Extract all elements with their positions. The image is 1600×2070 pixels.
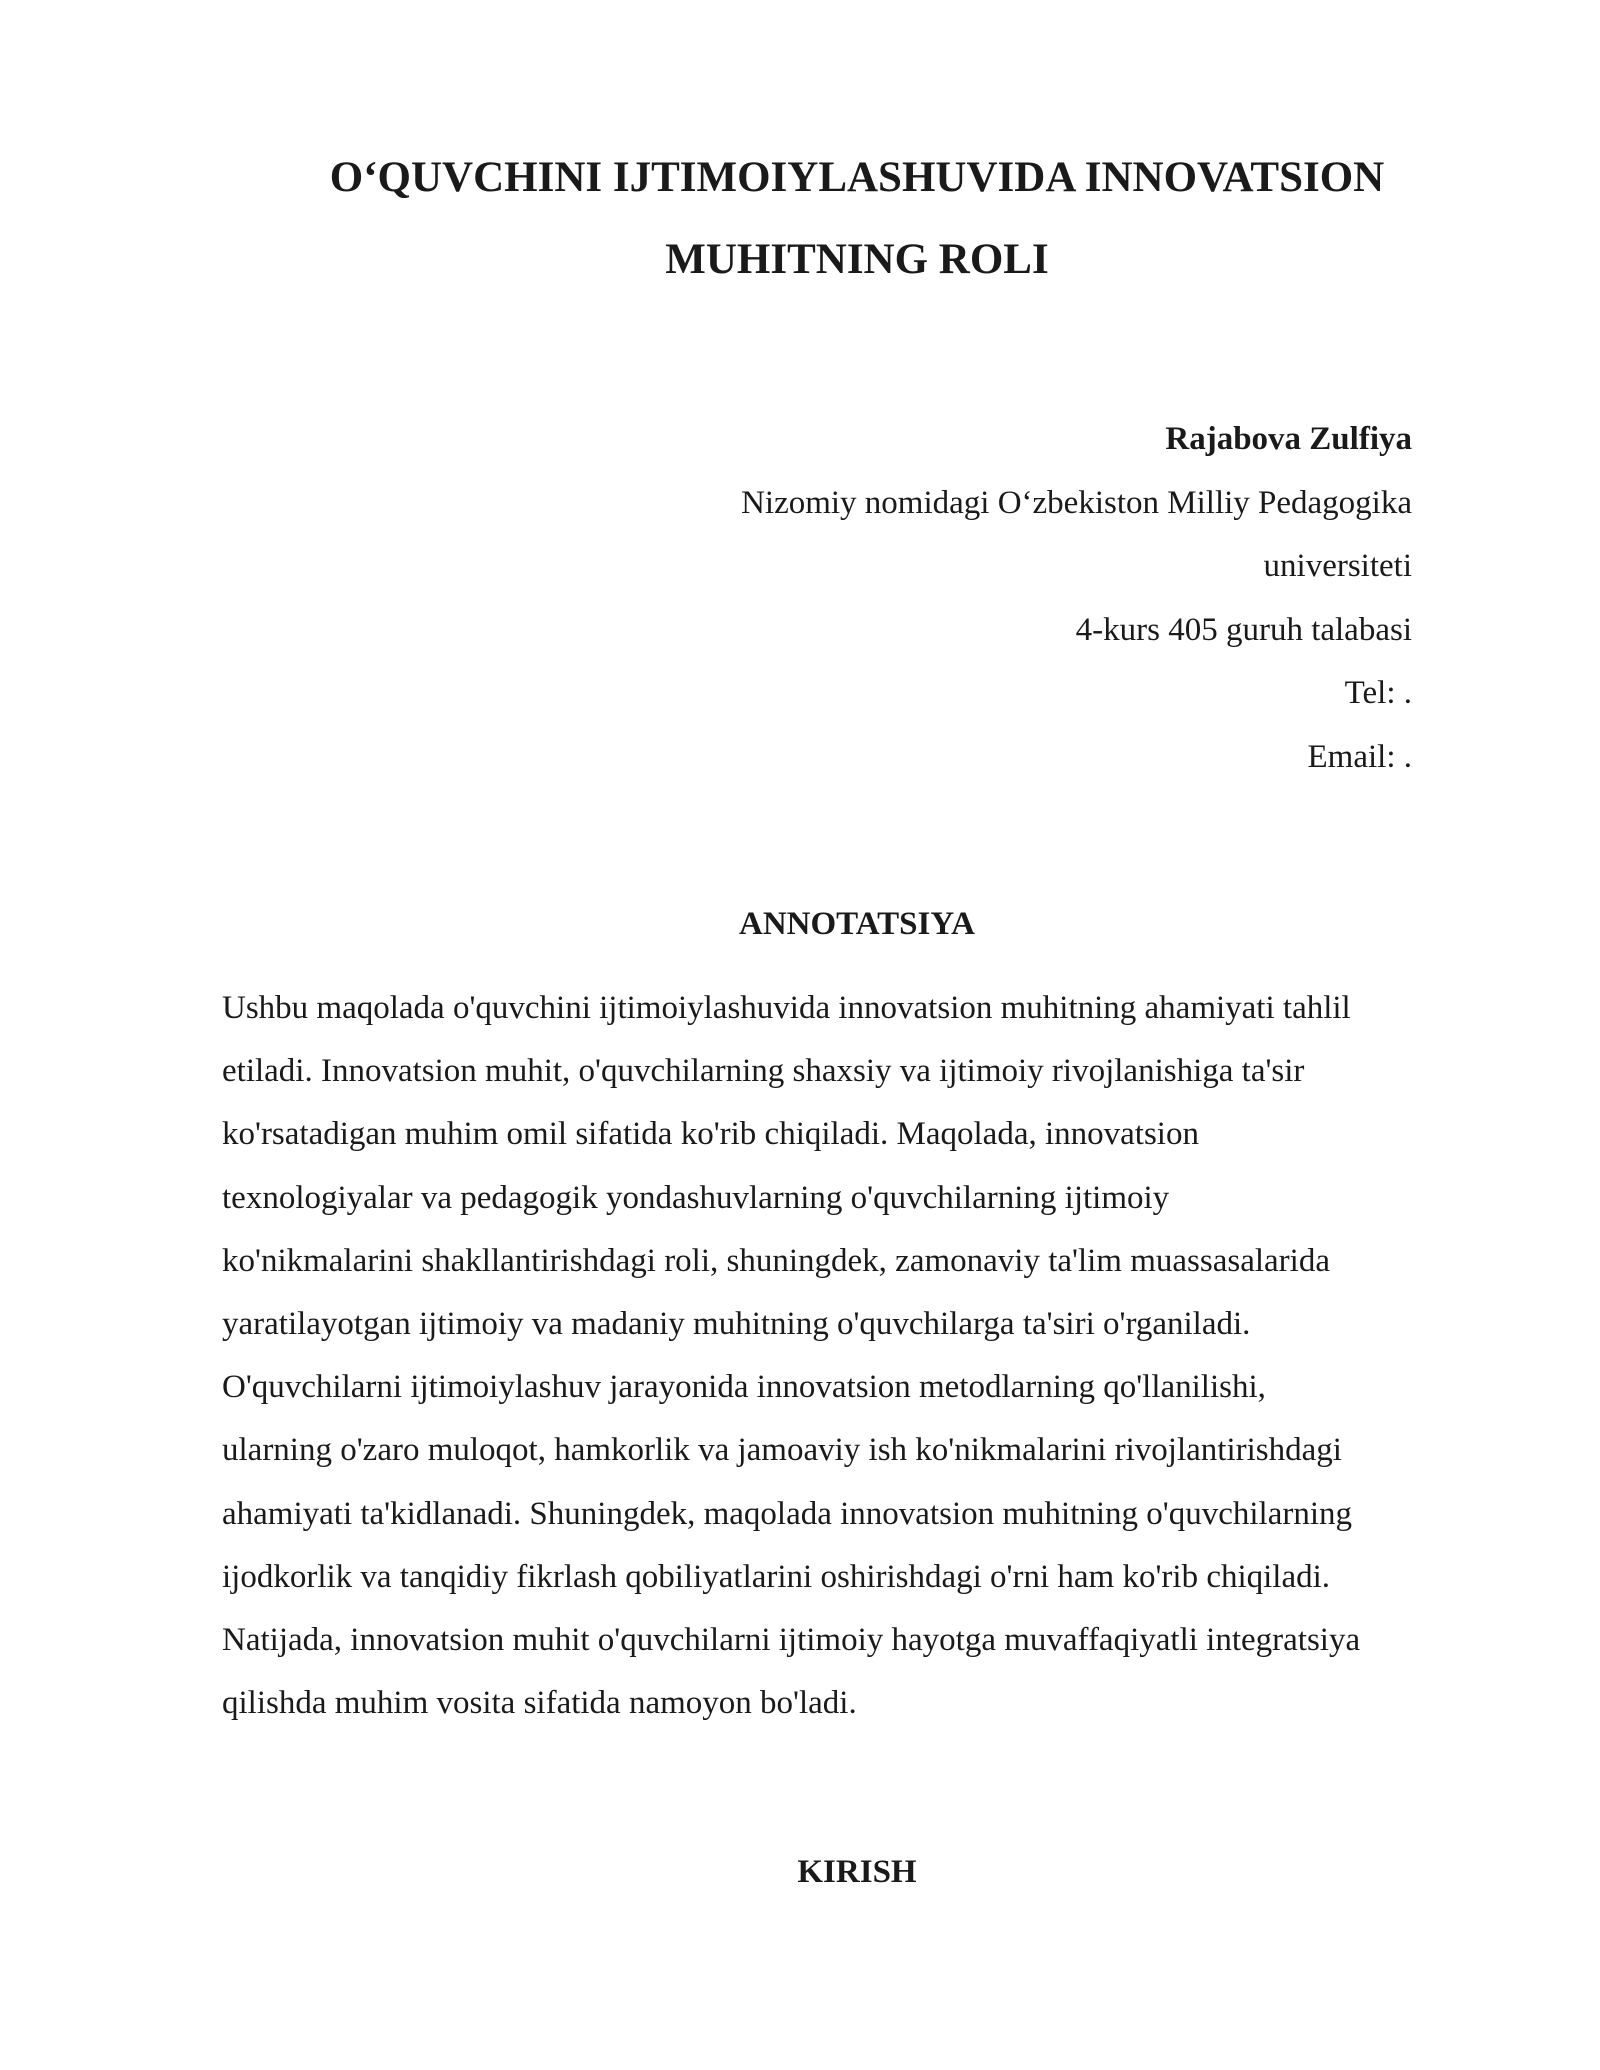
annotation-line: yaratilayotgan ijtimoiy va madaniy muhitning o'quvchilarga ta'siri o'rganiladi. (222, 1306, 1251, 1343)
article-title-line-2: MUHITNING ROLI (665, 236, 1049, 283)
annotation-line: ularning o'zaro muloqot, hamkorlik va jamoaviy ish ko'nikmalarini rivojlantirishdagi (222, 1432, 1342, 1469)
author-info (512, 408, 1412, 789)
annotation-line: ijodkorlik va tanqidiy fikrlash qobiliyatlarini oshirishdagi o'rni ham ko'rib chiqiladi. (222, 1558, 1331, 1595)
author-tel: Tel: . (1344, 675, 1412, 711)
introduction-heading: KIRISH (797, 1854, 917, 1890)
annotation-line: ahamiyati ta'kidlanadi. Shuningdek, maqolada innovatsion muhitning o'quvchilarning (222, 1495, 1353, 1532)
annotation-line: Ushbu maqolada o'quvchini ijtimoiylashuvida innovatsion muhitning ahamiyati tahlil (222, 990, 1351, 1026)
author-email: Email: . (1307, 738, 1412, 775)
annotation-line: texnologiyalar va pedagogik yondashuvlarning o'quvchilarning ijtimoiy (222, 1179, 1170, 1216)
article-title-line-1: O‘QUVCHINI IJTIMOIYLASHUVIDA INNOVATSION (329, 154, 1385, 201)
annotation-text (222, 977, 1522, 1735)
author-name: Rajabova Zulfiya (1165, 421, 1412, 457)
annotation-line: Natijada, innovatsion muhit o'quvchilarni ijtimoiy hayotga muvaffaqiyatli integratsiya (222, 1622, 1361, 1659)
annotation-line: etiladi. Innovatsion muhit, o'quvchilarning shaxsiy va ijtimoiy rivojlanishiga ta'sir (222, 1053, 1305, 1090)
author-affiliation-line-1: Nizomiy nomidagi O‘zbekiston Milliy Pedagogika (741, 484, 1412, 521)
annotation-heading: ANNOTATSIYA (739, 906, 975, 942)
article-title (222, 137, 1492, 301)
annotation-line: ko'rsatadigan muhim omil sifatida ko'rib chiqiladi. Maqolada, innovatsion (222, 1116, 1199, 1153)
annotation-line: ko'nikmalarini shakllantirishdagi roli, shuningdek, zamonaviy ta'lim muassasalarida (222, 1242, 1330, 1279)
annotation-line: qilishda muhim vosita sifatida namoyon bo'ladi. (222, 1685, 857, 1722)
annotation-line: O'quvchilarni ijtimoiylashuv jarayonida innovatsion metodlarning qo'llanilishi, (222, 1369, 1266, 1406)
author-affiliation-line-2: universiteti (1263, 548, 1412, 584)
author-course: 4-kurs 405 guruh talabasi (1075, 611, 1412, 648)
